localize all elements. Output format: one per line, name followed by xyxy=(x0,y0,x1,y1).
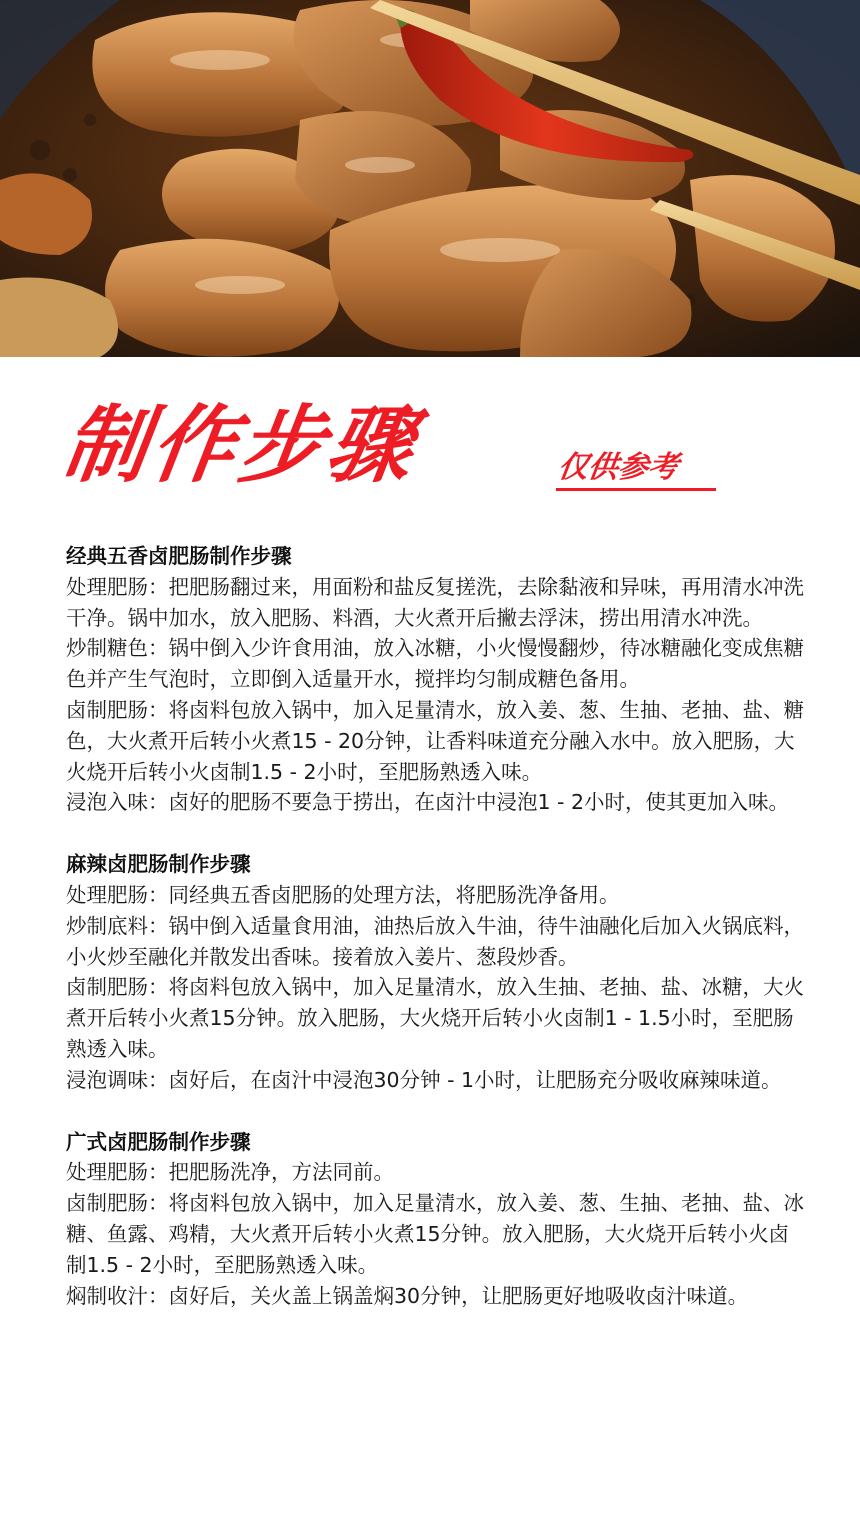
recipe-section xyxy=(66,1127,806,1312)
section-title: 经典五香卤肥肠制作步骤 xyxy=(66,544,292,568)
step-text: 处理肥肠：把肥肠洗净，方法同前。 xyxy=(66,1160,394,1185)
step-text: 处理肥肠：把肥肠翻过来，用面粉和盐反复搓洗，去除黏液和异味，再用清水冲洗干净。锅中加水，放入肥肠、料酒，大火煮开后撇去浮沫，捞出用清水冲洗。 xyxy=(66,574,804,630)
step-text: 卤制肥肠：将卤料包放入锅中，加入足量清水，放入姜、葱、生抽、老抽、盐、冰糖、鱼露、鸡精，大火煮开后转小火煮15分钟。放入肥肠，大火烧开后转小火卤制1.5 - 2小时，至肥肠熟透入味。 xyxy=(66,1191,804,1277)
section-title: 麻辣卤肥肠制作步骤 xyxy=(66,852,251,877)
subtitle-underline xyxy=(556,488,716,491)
page-title: 制作步骤 xyxy=(57,396,423,494)
step-text: 卤制肥肠：将卤料包放入锅中，加入足量清水，放入生抽、老抽、盐、冰糖，大火煮开后转小火煮15分钟。放入肥肠，大火烧开后转小火卤制1 - 1.5小时，至肥肠熟透入味。 xyxy=(66,975,804,1061)
step-text: 卤制肥肠：将卤料包放入锅中，加入足量清水，放入姜、葱、生抽、老抽、盐、糖色，大火煮开后转小火煮15 - 20分钟，让香料味道充分融入水中。放入肥肠，大火烧开后转小火卤制1.5 - 2小时，至肥肠熟透入味。 xyxy=(66,697,804,784)
recipe-section xyxy=(66,849,806,1095)
step-text: 炒制底料：锅中倒入适量食用油，油热后放入牛油，待牛油融化后加入火锅底料，小火炒至融化并散发出香味。接着放入姜片、葱段炒香。 xyxy=(66,913,804,969)
header xyxy=(0,357,860,527)
recipe-section xyxy=(66,541,806,818)
step-text: 浸泡调味：卤好后，在卤汁中浸泡30分钟 - 1小时，让肥肠充分吸收麻辣味道。 xyxy=(66,1067,782,1092)
recipe-content xyxy=(66,541,806,1342)
section-title: 广式卤肥肠制作步骤 xyxy=(66,1129,251,1154)
step-text: 焖制收汁：卤好后，关火盖上锅盖焖30分钟，让肥肠更好地吸收卤汁味道。 xyxy=(66,1283,749,1308)
page-subtitle: 仅供参考 xyxy=(555,450,681,485)
step-text: 浸泡入味：卤好的肥肠不要急于捞出，在卤汁中浸泡1 - 2小时，使其更加入味。 xyxy=(66,790,790,815)
step-text: 炒制糖色：锅中倒入少许食用油，放入冰糖，小火慢慢翻炒，待冰糖融化变成焦糖色并产生气泡时，立即倒入适量开水，搅拌均匀制成糖色备用。 xyxy=(66,636,804,692)
hero-food-image xyxy=(0,0,860,357)
step-text: 处理肥肠：同经典五香卤肥肠的处理方法，将肥肠洗净备用。 xyxy=(66,882,620,907)
